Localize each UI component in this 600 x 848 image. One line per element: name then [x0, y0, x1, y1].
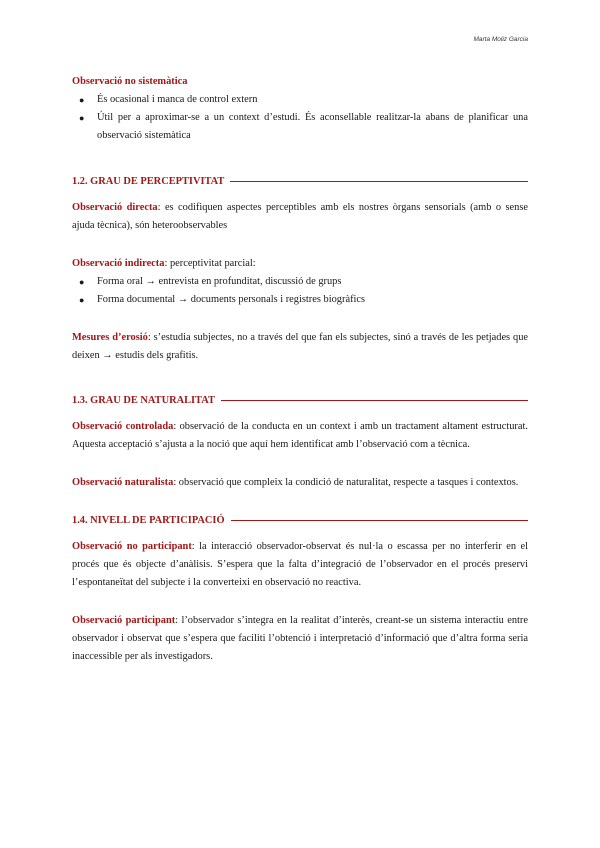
section-title-perceptivitat	[72, 173, 528, 191]
term-erosio: Mesures d’erosió	[72, 332, 148, 343]
no-sistematica-heading	[72, 73, 528, 91]
section-rule	[221, 400, 528, 401]
section-title-participacio	[72, 512, 528, 530]
paragraph-controlada	[72, 418, 528, 454]
term-naturalista: Observació naturalista	[72, 477, 174, 488]
bullet-icon: ●	[79, 113, 85, 123]
bullet-icon: ●	[79, 277, 85, 287]
paragraph-participant	[72, 612, 528, 666]
term-participant: Observació participant	[72, 615, 176, 626]
list-item	[72, 291, 528, 309]
term-no-sistematica: Observació no sistemàtica	[72, 76, 188, 87]
list-item-text: Forma oral → entrevista en profunditat, discussió de grups	[97, 276, 342, 287]
paragraph-text: : s’estudia subjectes, no a través del que fan els subjectes, sinó a través de les petjades que deixen → estudis dels grafitis.	[72, 332, 529, 361]
paragraph-naturalista	[72, 474, 528, 492]
term-indirecta: Observació indirecta	[72, 258, 165, 269]
term-controlada: Observació controlada	[72, 421, 174, 432]
bullet-icon: ●	[79, 95, 85, 105]
document-body	[72, 73, 528, 666]
indirecta-list	[72, 273, 528, 309]
paragraph-text: : observació de la conducta en un context i amb un tractament altament estructurat. Aquesta acceptació s’ajusta a la noció que aquí hem identificat amb l’observació com a tècnica.	[72, 421, 528, 450]
term-directa: Observació directa	[72, 202, 158, 213]
paragraph-text: : perceptivitat parcial:	[164, 258, 256, 269]
list-item-text: És ocasional i manca de control extern	[97, 94, 258, 105]
list-item	[72, 91, 528, 109]
section-rule	[231, 520, 528, 521]
paragraph-indirecta	[72, 255, 528, 273]
no-sistematica-list	[72, 91, 528, 145]
bullet-icon: ●	[79, 295, 85, 305]
paragraph-text: : la interacció observador-observat és nul·la o escassa per no interferir en el procés que és objecte d’anàlisis. S’espera que la falta d’integració de l’observador en el procés preservi l’espontaneïtat del subjecte i la converteixi en observació no reactiva.	[72, 541, 529, 588]
list-item-text: Forma documental → documents personals i registres biogràfics	[97, 294, 366, 305]
section-rule	[230, 181, 528, 182]
section-title-text: 1.2. GRAU DE PERCEPTIVITAT	[72, 176, 225, 187]
paragraph-text: : l’observador s’integra en la realitat d’interès, creant-se un sistema interactiu entre observador i observat que s’espera que faciliti l’obtenció i interpretació d’informació que d’altra forma seria inaccessible per als investigadors.	[72, 615, 528, 662]
section-title-text: 1.3. GRAU DE NATURALITAT	[72, 395, 215, 406]
page-header-author: Marta Moliz Garcia	[473, 36, 528, 43]
paragraph-directa	[72, 199, 528, 235]
paragraph-erosio	[72, 329, 528, 365]
list-item-text: Útil per a aproximar-se a un context d’estudi. És aconsellable realitzar-la abans de planificar una observació sistemàtica	[97, 112, 528, 141]
list-item	[72, 273, 528, 291]
section-title-naturalitat	[72, 392, 528, 410]
paragraph-text: : es codifiquen aspectes perceptibles amb els nostres òrgans sensorials (amb o sense ajuda tècnica), són heteroobservables	[72, 202, 528, 231]
term-no-participant: Observació no participant	[72, 541, 192, 552]
paragraph-text: : observació que compleix la condició de naturalitat, respecte a tasques i contextos.	[173, 477, 519, 488]
list-item	[72, 109, 528, 145]
section-title-text: 1.4. NIVELL DE PARTICIPACIÓ	[72, 515, 225, 526]
paragraph-no-participant	[72, 538, 528, 592]
